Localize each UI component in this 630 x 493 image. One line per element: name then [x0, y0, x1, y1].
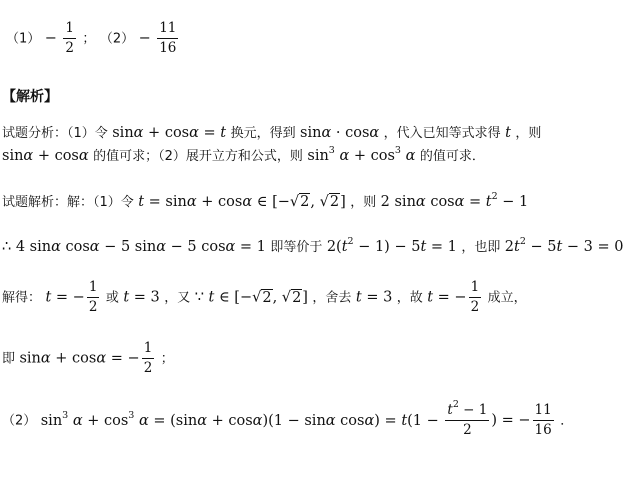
solution-hence: ，故 — [396, 290, 423, 306]
answer-separator: ； — [82, 31, 96, 47]
solution-part2-line: （2） $\sin^3 \alpha + \cos^3 \alpha = (\sin\alpha + \cos\alpha)(1 - \sin\alpha$ cosα) = t(1 − $\frac{t^2 - 1}{2}$ ) = − $\frac{11}{16}$ ． — [2, 399, 574, 438]
solution-moreover: ，又 — [164, 290, 191, 306]
answer-1-denominator: 2 — [65, 39, 74, 56]
result-fraction-1: $\frac{1}{2}$ — [143, 340, 153, 376]
inner-fraction: $\frac{t^2 - 1}{2}$ — [447, 399, 488, 438]
final-fraction: $\frac{11}{16}$ — [534, 402, 552, 438]
solution-or: 或 — [105, 290, 119, 306]
solution-holds: 成立， — [487, 290, 527, 306]
answer-1-fraction — [63, 22, 76, 55]
solution-thus: 即 — [2, 351, 16, 367]
root-fraction-2: $\frac{1}{2}$ — [470, 279, 480, 315]
solution-solved: 解得： — [2, 290, 42, 306]
analysis-text-4: 的值可求；（2）展开立方和公式，则 — [93, 149, 303, 164]
section-heading: 【解析】 — [2, 89, 58, 105]
analysis-line-2: sinα + cosα 的值可求；（2）展开立方和公式，则 $\sin^3 \alpha + \cos^3 \alpha$ 的值可求． — [2, 145, 485, 164]
part2-label: （2） — [2, 413, 37, 429]
answer-2-numerator: 11 — [157, 22, 178, 39]
analysis-text-3: ，则 — [515, 126, 542, 141]
solution-period: ． — [560, 413, 574, 429]
analysis-text-2: ，代入已知等式求得 — [383, 126, 501, 141]
root-fraction-1: $\frac{1}{2}$ — [88, 279, 98, 315]
answer-line — [6, 22, 180, 55]
solution-also: ，也即 — [461, 240, 501, 255]
answer-2-label: （2） — [99, 31, 135, 47]
solution-equiv: 即等价于 — [270, 240, 323, 255]
analysis-text-1: 换元，得到 — [230, 126, 296, 141]
solution-discard: ，舍去 — [312, 290, 352, 306]
solution-line-4: 即 sinα + cosα = − $\frac{1}{2}$ ； — [2, 340, 174, 376]
solution-label: 试题解析：解：（1）令 — [2, 195, 134, 210]
answer-1-label: （1） — [6, 31, 41, 47]
solution-line-2: ∴ 4 sinα cosα − 5 sinα − 5 cosα = 1 即等价于 $2(t^2 - 1) - 5t = 1$ ，也即 $2t^2 - 5t - 3 = 0$ — [2, 236, 624, 255]
solution-semicolon: ； — [160, 351, 174, 367]
answer-1-sign: − — [44, 30, 57, 47]
analysis-label: 试题分析：（1）令 — [2, 126, 108, 141]
solution-line-1: 试题解析：解：（1）令 t = sinα + cosα ∈ [−√2, √2] ，则 2 sinα $\cos\alpha = t^2 - 1$ — [2, 191, 529, 210]
analysis-text-5: 的值可求． — [419, 149, 485, 164]
solution-line-3: 解得： t = − $\frac{1}{2}$ 或 t = 3 ，又 ∵ t ∈ [−√2, √2] ，舍去 t = 3 ，故 t = − $\frac{1}{2}$ 成立， — [2, 279, 527, 315]
answer-2-denominator: 16 — [159, 39, 177, 56]
answer-2-fraction — [157, 22, 178, 55]
answer-1-numerator: 1 — [63, 22, 76, 39]
solution-then: ，则 — [350, 195, 377, 210]
answer-2-sign: − — [138, 30, 151, 47]
analysis-line-1: 试题分析：（1）令 sinα + cosα = t 换元，得到 sinα · cosα ，代入已知等式求得 t ，则 — [2, 125, 542, 141]
